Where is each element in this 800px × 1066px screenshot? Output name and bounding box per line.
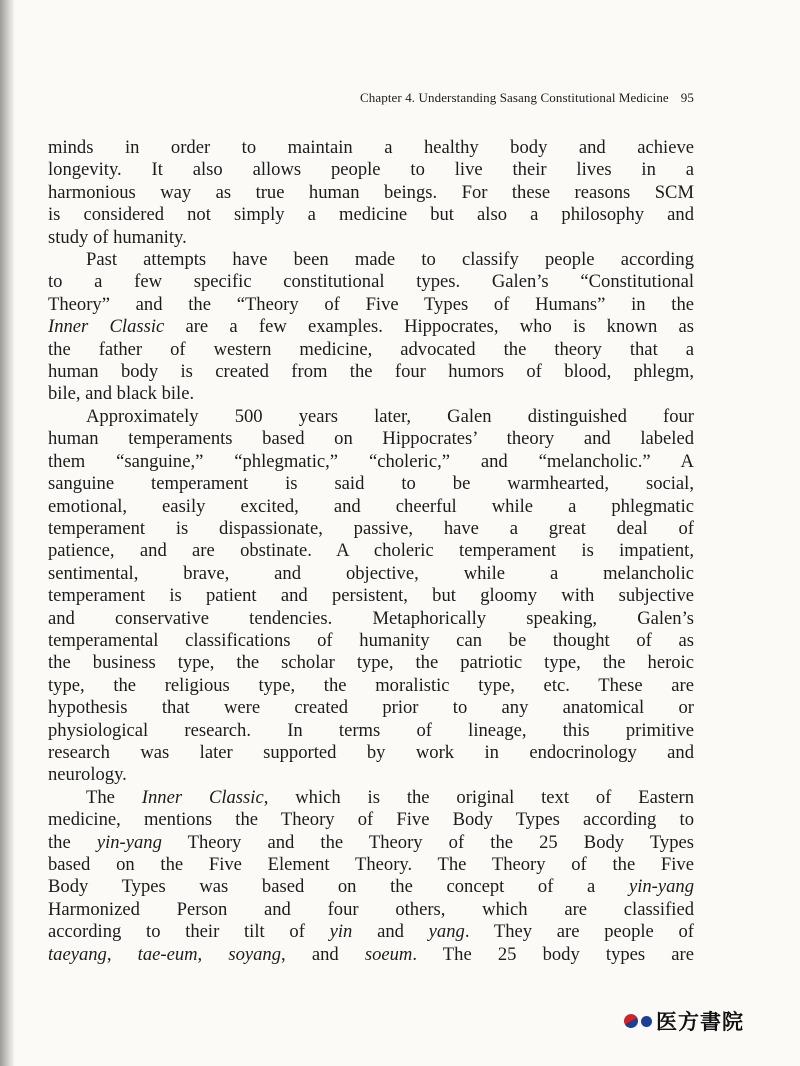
text-line — [48, 652, 694, 674]
text-line — [48, 540, 694, 562]
text-segment: are a few examples. Hippocrates, who is known as — [164, 316, 694, 338]
text-segment: longevity. It also allows people to live their lives in a — [48, 159, 694, 181]
text-line — [48, 585, 694, 607]
text-line — [48, 137, 694, 159]
page-number: 95 — [680, 90, 694, 105]
text-line — [48, 406, 694, 428]
running-title: Chapter 4. Understanding Sasang Constitutional Medicine — [360, 90, 669, 105]
text-line — [48, 630, 694, 652]
blue-dot-icon — [641, 1016, 652, 1027]
text-segment: is considered not simply a medicine but also a philosophy and — [48, 204, 694, 226]
text-segment: bile, and black bile. — [48, 383, 195, 405]
text-line — [48, 832, 694, 854]
italic-text: yin-yang — [96, 831, 162, 853]
text-segment: Theory and the Theory of the 25 Body Types — [161, 831, 694, 853]
italic-text: Inner Classic — [48, 316, 165, 338]
text-line — [48, 361, 694, 383]
text-line — [48, 697, 694, 719]
text-segment: sentimental, brave, and objective, while a melancholic — [48, 562, 694, 584]
text-segment: . They are people of — [464, 921, 694, 943]
text-segment: based on the Five Element Theory. The Theory of the Five — [48, 854, 694, 875]
text-segment: minds in order to maintain a healthy body and achieve — [48, 137, 694, 158]
text-line — [48, 608, 694, 630]
publisher-seal-text: 医方書院 — [656, 1010, 744, 1034]
text-line — [48, 944, 694, 966]
text-segment: Body Types was based on the concept of a — [48, 876, 629, 898]
italic-text: soeum — [364, 943, 413, 965]
text-segment: and — [352, 921, 429, 943]
text-segment: them “sanguine,” “phlegmatic,” “choleric,” and “melancholic.” A — [48, 450, 694, 472]
text-line — [48, 383, 694, 405]
text-line — [48, 854, 694, 876]
text-segment: , — [106, 943, 138, 965]
text-segment: according to their tilt of — [48, 921, 330, 943]
text-segment: Theory” and the “Theory of Five Types of Humans” in the — [48, 293, 694, 315]
text-segment: patience, and are obstinate. A choleric temperament is impatient, — [48, 540, 694, 562]
text-segment: human temperaments based on Hippocrates’ theory and labeled — [48, 428, 694, 450]
text-segment: temperament is patient and persistent, but gloomy with subjective — [48, 585, 694, 607]
text-segment: sanguine temperament is said to be warmhearted, social, — [48, 473, 694, 495]
text-segment: emotional, easily excited, and cheerful while a phlegmatic — [48, 495, 694, 517]
text-line — [48, 428, 694, 450]
text-line — [48, 294, 694, 316]
text-line — [48, 496, 694, 518]
page-gutter-shadow — [0, 0, 14, 1066]
text-line — [48, 204, 694, 226]
text-line — [48, 339, 694, 361]
text-segment: neurology. — [48, 764, 127, 786]
text-segment: to a few specific constitutional types. Galen’s “Constitutional — [48, 271, 694, 293]
text-line — [48, 876, 694, 898]
text-segment: the business type, the scholar type, the patriotic type, the heroic — [48, 652, 694, 674]
text-line — [48, 227, 694, 249]
text-line — [48, 249, 694, 271]
text-segment: and conservative tendencies. Metaphorically speaking, Galen’s — [48, 607, 694, 629]
italic-text: soyang — [228, 943, 282, 965]
publisher-mark — [624, 1006, 744, 1036]
text-line — [48, 316, 694, 338]
text-line — [48, 742, 694, 764]
text-line — [48, 563, 694, 585]
text-line — [48, 271, 694, 293]
text-segment: the father of western medicine, advocated the theory that a — [48, 338, 694, 360]
italic-text: yang — [428, 921, 465, 943]
running-header — [48, 90, 694, 106]
text-line — [48, 899, 694, 921]
text-line — [48, 720, 694, 742]
text-line — [48, 518, 694, 540]
italic-text: Inner Classic — [141, 786, 264, 808]
text-line — [48, 182, 694, 204]
text-line — [48, 675, 694, 697]
text-segment: Past attempts have been made to classify people according — [86, 249, 694, 271]
text-segment: physiological research. In terms of lineage, this primitive — [48, 719, 694, 741]
text-segment: temperamental classifications of humanity can be thought of as — [48, 629, 694, 651]
text-line — [48, 159, 694, 181]
text-segment: the — [48, 831, 97, 853]
text-line — [48, 787, 694, 809]
text-segment: study of humanity. — [48, 226, 187, 248]
text-line — [48, 764, 694, 786]
italic-text: taeyang — [48, 943, 107, 965]
text-segment: , — [197, 943, 229, 965]
text-segment: Approximately 500 years later, Galen distinguished four — [86, 405, 694, 427]
text-segment: . The 25 body types are — [412, 943, 695, 965]
text-segment: temperament is dispassionate, passive, have a great deal of — [48, 517, 694, 539]
text-segment: , which is the original text of Eastern — [263, 786, 694, 808]
italic-text: tae-eum — [137, 943, 198, 965]
text-line — [48, 921, 694, 943]
text-segment: , and — [281, 943, 365, 965]
text-segment: type, the religious type, the moralistic type, etc. These are — [48, 674, 694, 696]
text-line — [48, 473, 694, 495]
text-segment: human body is created from the four humors of blood, phlegm, — [48, 361, 694, 383]
text-segment: research was later supported by work in endocrinology and — [48, 741, 694, 763]
text-segment: harmonious way as true human beings. For these reasons SCM — [48, 181, 694, 203]
body-text — [48, 137, 694, 966]
italic-text: yin — [329, 921, 353, 943]
text-line — [48, 451, 694, 473]
text-segment: Harmonized Person and four others, which are classified — [48, 898, 694, 920]
text-segment: hypothesis that were created prior to any anatomical or — [48, 697, 694, 719]
text-line — [48, 809, 694, 831]
text-segment: medicine, mentions the Theory of Five Body Types according to — [48, 809, 694, 831]
taegeuk-icon — [621, 1011, 640, 1030]
text-segment: The — [86, 786, 142, 808]
italic-text: yin-yang — [628, 876, 694, 898]
